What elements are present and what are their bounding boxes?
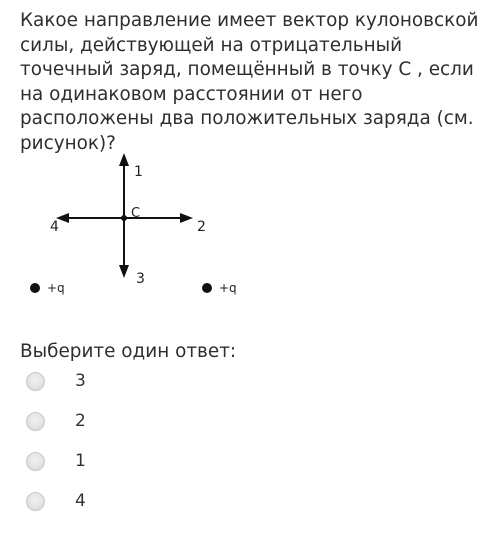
answer-option-2[interactable] bbox=[26, 408, 86, 434]
point-c-dot bbox=[121, 215, 127, 221]
arrow-label-1: 1 bbox=[134, 164, 143, 180]
question-text: Какое направление имеет вектор кулоновской силы, действующей на отрицательный точечный заряд, помещённый в точку С , если на одинаковом расстоянии от него расположены два положительных заряда (см. рисунок)? bbox=[20, 10, 479, 154]
answer-option-label: 4 bbox=[75, 491, 86, 511]
arrow-label-3: 3 bbox=[136, 271, 145, 287]
charge-right-label: +q bbox=[219, 281, 237, 295]
charge-left-label: +q bbox=[47, 281, 65, 295]
charge-right-dot bbox=[202, 283, 212, 293]
answer-option-label: 2 bbox=[75, 411, 86, 431]
radio-button[interactable] bbox=[26, 492, 45, 511]
point-c-label: C bbox=[131, 206, 141, 221]
arrow-up-head bbox=[119, 153, 129, 166]
radio-button[interactable] bbox=[26, 372, 45, 391]
charge-left-dot bbox=[30, 283, 40, 293]
arrow-label-2: 2 bbox=[197, 219, 206, 235]
radio-button[interactable] bbox=[26, 452, 45, 471]
arrow-label-4: 4 bbox=[50, 219, 59, 235]
answer-option-label: 1 bbox=[75, 451, 86, 471]
answer-option-1[interactable] bbox=[26, 448, 86, 474]
answer-prompt: Выберите один ответ: bbox=[20, 341, 237, 362]
arrow-right-head bbox=[180, 213, 193, 223]
answer-option-3[interactable] bbox=[26, 368, 86, 394]
radio-button[interactable] bbox=[26, 412, 45, 431]
answer-option-label: 3 bbox=[75, 371, 86, 391]
arrow-down-head bbox=[119, 265, 129, 278]
answer-option-4[interactable] bbox=[26, 488, 86, 514]
